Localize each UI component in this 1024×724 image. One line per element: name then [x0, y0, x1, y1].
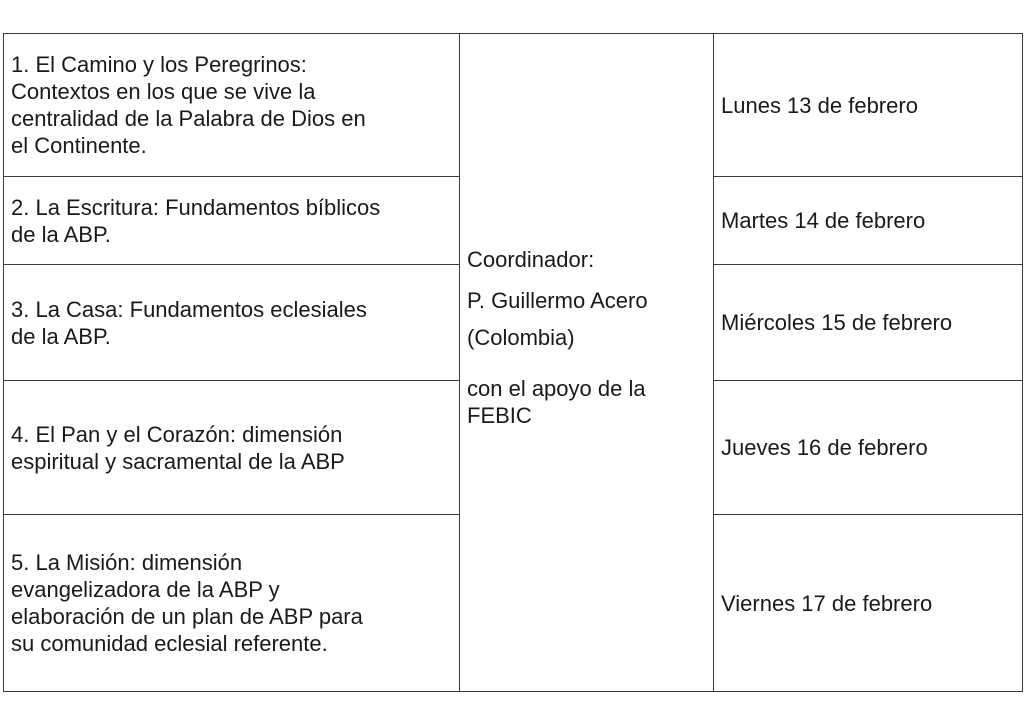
topic-line: 2. La Escritura: Fundamentos bíblicos: [11, 194, 381, 220]
session-date-1: Lunes 13 de febrero: [714, 34, 1023, 177]
support-organization: FEBIC: [467, 403, 532, 428]
coordinator-cell: [460, 34, 714, 692]
topic-line: de la ABP.: [11, 221, 111, 247]
topic-line: su comunidad eclesial referente.: [11, 631, 328, 656]
coordinator-label: Coordinador:: [467, 247, 595, 272]
topic-line: 1. El Camino y los Peregrinos:: [11, 52, 307, 77]
topic-line: el Continente.: [11, 133, 147, 158]
topic-line: Contextos en los que se vive la: [11, 79, 316, 104]
coordinator-country: (Colombia): [467, 325, 575, 350]
topic-line: evangelizadora de la ABP y: [11, 577, 280, 602]
session-topic-2: [4, 177, 460, 265]
schedule-table: [3, 33, 1023, 692]
topic-line: centralidad de la Palabra de Dios en: [11, 106, 366, 131]
session-date-3: Miércoles 15 de febrero: [714, 265, 1023, 381]
topic-line: elaboración de un plan de ABP para: [11, 604, 363, 629]
topic-line: de la ABP.: [11, 323, 111, 349]
session-date-4: Jueves 16 de febrero: [714, 381, 1023, 515]
table-row: [4, 34, 1023, 177]
topic-line: 4. El Pan y el Corazón: dimensión: [11, 421, 343, 447]
session-topic-4: [4, 381, 460, 515]
session-date-5: Viernes 17 de febrero: [714, 515, 1023, 692]
session-topic-1: [4, 34, 460, 177]
session-date-2: Martes 14 de febrero: [714, 177, 1023, 265]
session-topic-5: [4, 515, 460, 692]
session-topic-3: [4, 265, 460, 381]
topic-line: 3. La Casa: Fundamentos eclesiales: [11, 296, 367, 322]
topic-line: espiritual y sacramental de la ABP: [11, 448, 345, 474]
support-line: con el apoyo de la: [467, 376, 646, 401]
topic-line: 5. La Misión: dimensión: [11, 550, 243, 575]
coordinator-name: P. Guillermo Acero: [467, 288, 648, 313]
